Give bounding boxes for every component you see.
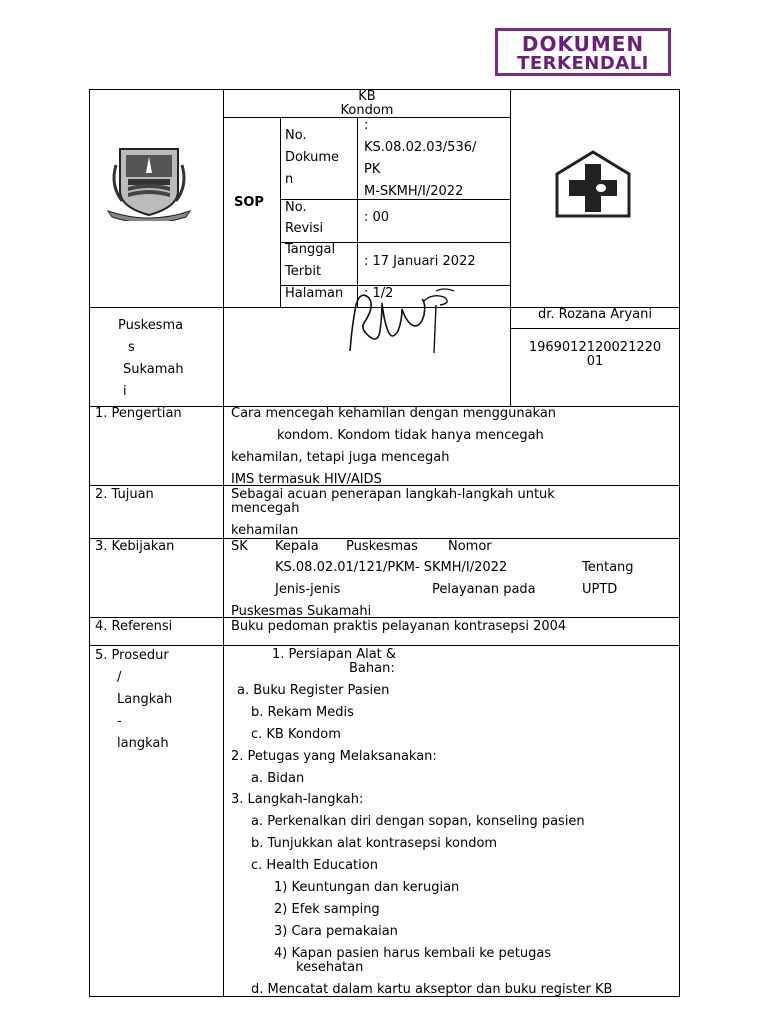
page-label: Halaman [285, 286, 344, 301]
prosedur-item: kesehatan [296, 960, 364, 975]
section-prosedur-label-3: Langkah [117, 692, 173, 707]
doc-number-value-4: M-SKMH/I/2022 [364, 184, 464, 199]
tujuan-line-3: kehamilan [231, 523, 299, 538]
date-label-2: Terbit [285, 264, 322, 279]
kebijakan-tentang: Tentang [582, 560, 634, 575]
revision-label-2: Revisi [285, 221, 324, 236]
regional-emblem-logo [106, 145, 192, 221]
prosedur-item: d. Mencatat dalam kartu akseptor dan buku register KB [251, 982, 613, 997]
prosedur-item: c. Health Education [251, 858, 378, 873]
section-prosedur-label-5: langkah [117, 736, 169, 751]
prosedur-item: a. Bidan [251, 771, 305, 786]
signer-nip-line-2: 01 [586, 354, 604, 369]
document-title-line-2: Kondom [340, 103, 394, 118]
prosedur-item: 1) Keuntungan dan kerugian [274, 880, 460, 895]
tujuan-line-2: mencegah [231, 501, 300, 516]
tujuan-line-1: Sebagai acuan penerapan langkah-langkah untuk [231, 487, 555, 502]
doc-number-label-2: Dokume [285, 150, 339, 165]
kebijakan-kepala: Kepala [275, 539, 319, 554]
section-prosedur-label-2: / [117, 670, 122, 685]
section-prosedur-label-1: 5. Prosedur [95, 648, 169, 663]
section-kebijakan-label: 3. Kebijakan [95, 539, 175, 554]
prosedur-item: b. Rekam Medis [251, 705, 354, 720]
prosedur-item: 2) Efek samping [274, 902, 380, 917]
document-title-line-1: KB [358, 89, 376, 104]
kebijakan-pelayanan: Pelayanan pada [432, 582, 536, 597]
sop-label: SOP [234, 195, 264, 210]
health-cross-logo [553, 150, 633, 220]
revision-label-1: No. [285, 200, 307, 215]
stamp-line-2: TERKENDALI [517, 53, 649, 74]
stamp-line-1: DOKUMEN [521, 32, 645, 56]
kebijakan-jenis: Jenis-jenis [275, 582, 341, 597]
prosedur-item: Bahan: [349, 661, 395, 676]
prosedur-item: 3. Langkah-langkah: [231, 792, 364, 807]
doc-number-value-3: PK [364, 162, 381, 177]
date-label-1: Tanggal [285, 242, 336, 257]
prosedur-item: a. Buku Register Pasien [237, 683, 390, 698]
section-pengertian-label: 1. Pengertian [95, 406, 182, 421]
pengertian-line-4: IMS termasuk HIV/AIDS [231, 472, 382, 487]
revision-value: : 00 [364, 210, 390, 225]
prosedur-item: 2. Petugas yang Melaksanakan: [231, 749, 437, 764]
kebijakan-number: KS.08.02.01/121/PKM- SKMH/I/2022 [275, 560, 508, 575]
prosedur-item: b. Tunjukkan alat kontrasepsi kondom [251, 836, 498, 851]
doc-number-value-2: KS.08.02.03/536/ [364, 140, 477, 155]
kebijakan-puskesmas: Puskesmas [346, 539, 418, 554]
prosedur-item: 3) Cara pemakaian [274, 924, 398, 939]
kebijakan-last: Puskesmas Sukamahi [231, 604, 372, 619]
doc-number-label-3: n [285, 172, 294, 187]
date-value: : 17 Januari 2022 [364, 254, 476, 269]
doc-number-label-1: No. [285, 128, 307, 143]
handwritten-signature [340, 285, 460, 357]
org-name-2: s [128, 340, 135, 355]
org-name-1: Puskesma [118, 318, 184, 333]
prosedur-item: a. Perkenalkan diri dengan sopan, konseling pasien [251, 814, 585, 829]
org-name-4: i [123, 384, 127, 399]
signer-name: dr. Rozana Aryani [538, 307, 652, 322]
signer-nip-line-1: 1969012120021220 [528, 340, 662, 355]
kebijakan-uptd: UPTD [582, 582, 618, 597]
prosedur-item: c. KB Kondom [251, 727, 341, 742]
controlled-document-stamp [495, 28, 671, 76]
org-name-3: Sukamah [123, 362, 184, 377]
pengertian-line-2: kondom. Kondom tidak hanya mencegah [277, 428, 544, 443]
kebijakan-nomor: Nomor [448, 539, 492, 554]
pengertian-line-3: kehamilan, tetapi juga mencegah [231, 450, 450, 465]
section-tujuan-label: 2. Tujuan [95, 487, 154, 502]
page-value: : 1/2 [364, 286, 394, 301]
section-prosedur-label-4: - [117, 714, 122, 729]
referensi-text: Buku pedoman praktis pelayanan kontrasepsi 2004 [231, 619, 567, 634]
prosedur-item: 4) Kapan pasien harus kembali ke petugas [274, 946, 552, 961]
kebijakan-sk: SK [231, 539, 248, 554]
section-referensi-label: 4. Referensi [95, 619, 173, 634]
prosedur-item: 1. Persiapan Alat & [272, 647, 397, 662]
pengertian-line-1: Cara mencegah kehamilan dengan menggunakan [231, 406, 557, 421]
doc-number-value-1: : [364, 118, 369, 133]
